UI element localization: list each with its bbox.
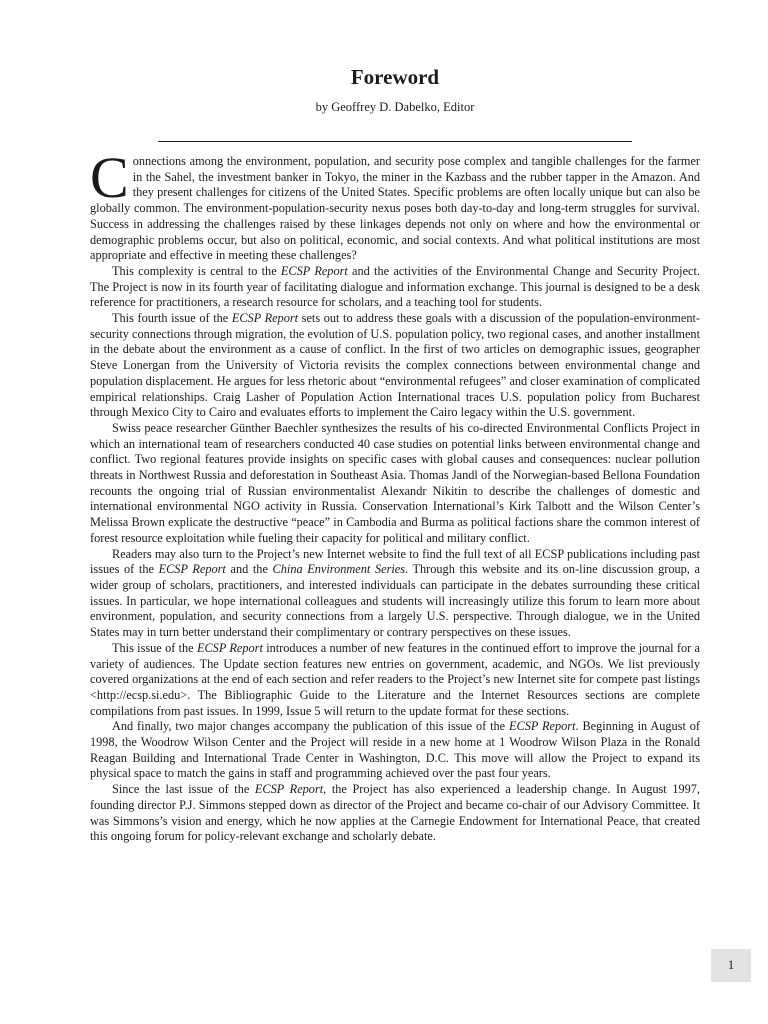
horizontal-rule — [158, 141, 632, 142]
text-run: onnections among the environment, population, and security pose complex and tangible challenges for the farmer in the Sahel, the investment banker in Tokyo, the miner in the Kazbass and the rubber tapper in the Amazon. And they present challenges for citizens of the United States. Specific problems are often locally unique but can also be globally common. The environment-population-security nexus poses both day-to-day and long-term struggles for survival. Success in addressing the challenges raised by these linkages depends not only on where and how the environmental or demographic problems occur, but also on political, economic, and social contexts. And what political institutions are most appropriate and effective in meeting these challenges? — [90, 154, 700, 263]
paragraph — [90, 421, 700, 547]
paragraph — [90, 782, 700, 845]
paragraph — [90, 145, 700, 264]
text-run: . Through this website and its on-line discussion group, a wider group of scholars, practitioners, and interested individuals can participate in the debates surrounding these critical issues. In particular, we hope international colleagues and students will increasingly utilize this forum to learn more about environment, population, and security connections from a largely U.S. perspective. Through dialogue, we in the United States may in turn better understand their complimentary or contrary perspectives on these issues. — [90, 562, 700, 640]
text-run: , the Project has also experienced a leadership change. In August 1997, founding director P.J. Simmons stepped down as director of the Project and became co-chair of our Advisory Committee. It was Simmons’s vision and energy, which he now applies at the Carnegie Endowment for International Peace, that created this ongoing forum for policy-relevant exchange and scholarly debate. — [90, 782, 700, 844]
text-run: . Beginning in August of 1998, the Woodrow Wilson Center and the Project will reside in a new home at 1 Woodrow Wilson Plaza in the Ronald Reagan Building and International Trade Center in Washington, D.C. This move will allow the Project to expand its physical space to match the gains in staff and programming achieved over the past four years. — [90, 719, 700, 781]
italic-title: ECSP Report — [231, 311, 299, 326]
body-text — [90, 145, 701, 845]
paragraph — [90, 311, 700, 421]
paragraph — [90, 641, 700, 720]
byline: by Geoffrey D. Dabelko, Editor — [315, 100, 475, 114]
paragraph — [90, 547, 700, 641]
paragraph — [90, 719, 700, 782]
text-run: and the — [225, 562, 273, 577]
text-run: and the activities of the Environmental Change and Security Project. The Project is now in its fourth year of facilitating dialogue and information exchange. This journal is designed to be a desk reference for practitioners, a research resource for scholars, and a teaching tool for students. — [90, 263, 700, 310]
text-run: sets out to address these goals with a discussion of the population-environment-security connections through migration, the evolution of U.S. population policy, two regional cases, and another installment in the debate about the environment as a cause of conflict. In the first of two articles on demographic issues, geographer Steve Lonergan from the University of Victoria revisits the complex connections between environmental change and population displacement. He argues for less rhetoric about “environmental refugees” and closer examination of complicated empirical relationships. Craig Lasher of Population Action International traces U.S. population policy from Bucharest through Mexico City to Cairo and evaluates efforts to implement the Cairo legacy within the U.S. government. — [90, 311, 700, 420]
text-run: And finally, two major changes accompany the publication of this issue of the — [112, 719, 509, 734]
document-page — [90, 0, 700, 845]
italic-title: ECSP Report — [508, 719, 576, 734]
italic-title: ECSP Report — [196, 640, 263, 655]
paragraph — [90, 264, 700, 311]
text-run: Readers may also turn to the Project’s new Internet website to find the full text of all ECSP publications including past issues of the — [90, 546, 700, 577]
italic-title: ECSP Report — [158, 562, 226, 577]
page-title: Foreword — [350, 65, 440, 89]
text-run: Swiss peace researcher Günther Baechler synthesizes the results of his co-directed Environmental Conflicts Project in which an international team of researchers conducted 40 case studies on potential links between environmental change and conflict. Two regional features provide insights on specific cases with global causes and consequences: nuclear pollution threats in Northwest Russia and deforestation in Southeast Asia. Thomas Jandl of the Norwegian-based Bellona Foundation recounts the ongoing trial of Russian environmentalist Alexandr Nikitin to describe the challenges of domestic and international environmental NGO activity in Russia. Conservation International’s Kirk Talbott and the Wilson Center’s Melissa Brown explicate the destructive “peace” in Cambodia and Burma as political factions share the common interest of forest resource exploitation while fueling their capacity for political and military conflict. — [90, 420, 700, 545]
text-run: This fourth issue of the — [112, 311, 232, 326]
text-run: introduces a number of new features in the continued effort to improve the journal for a variety of audiences. The Update section features new entries on government, academic, and NGOs. We list previously covered organizations at the end of each section and refer readers to the Project’s new Internet site for compete past listings <http://ecsp.si.edu>. The Bibliographic Guide to the Literature and the Internet Resources sections are complete compilations from past issues. In 1999, Issue 5 will return to the update format for these sections. — [90, 640, 701, 718]
text-run: This issue of the — [112, 640, 197, 655]
text-run: This complexity is central to the — [112, 263, 281, 278]
page-number: 1 — [711, 949, 751, 982]
italic-title: China Environment Series — [272, 562, 406, 577]
drop-cap: C — [90, 145, 129, 210]
italic-title: ECSP Report — [254, 782, 324, 797]
text-run: Since the last issue of the — [112, 782, 255, 797]
italic-title: ECSP Report — [280, 263, 348, 278]
